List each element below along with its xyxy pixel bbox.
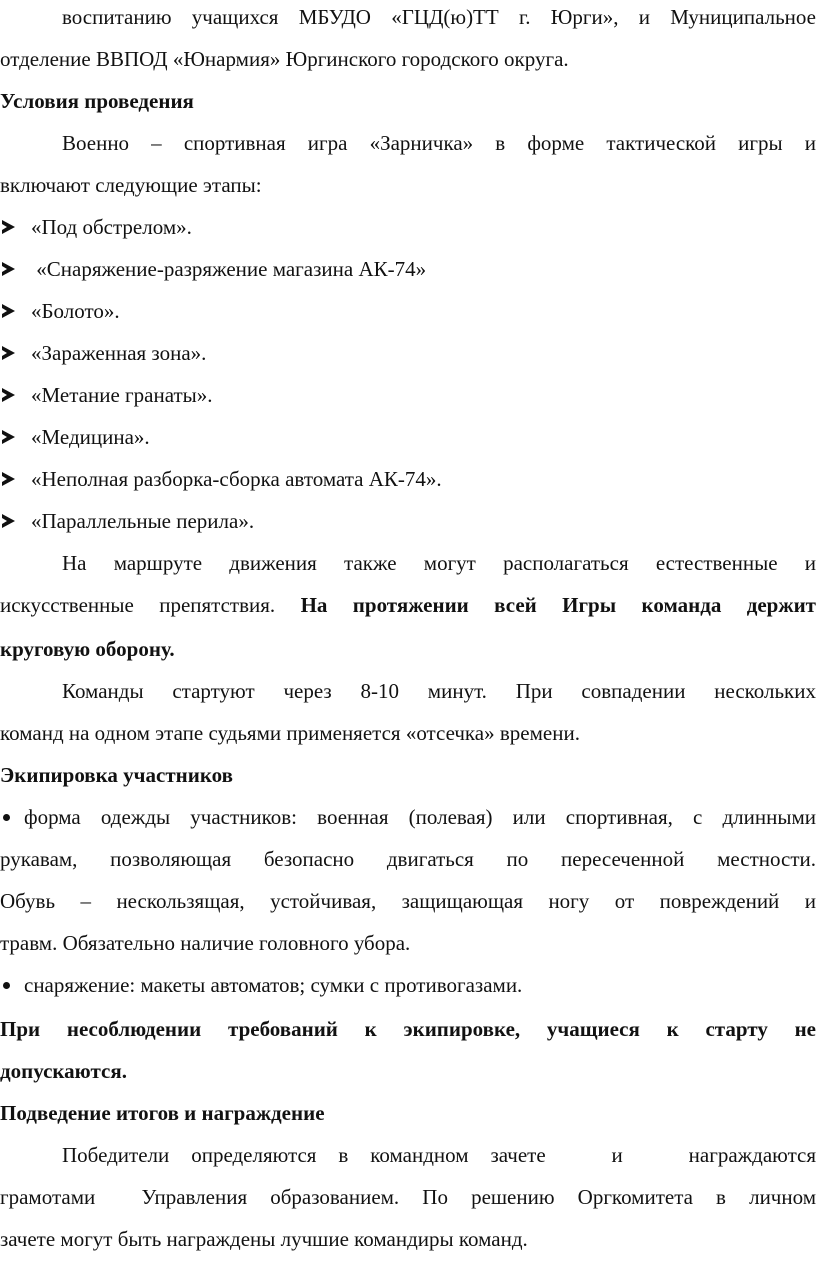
stage-item [0,422,760,452]
stage-label: «Неполная разборка-сборка автомата АК-74». [31,467,442,491]
section-heading-equipment: Экипировка участников [0,763,233,787]
route-line-2 [0,590,816,620]
stage-label: «Под обстрелом». [31,215,192,239]
dot-bullet-icon [3,982,10,989]
stage-item [0,464,760,494]
arrow-bullet-icon [2,262,15,276]
results-line-2: грамотами Управления образованием. По решению Оргкомитета в личном [0,1185,816,1209]
section-heading-conditions: Условия проведения [0,89,194,113]
arrow-bullet-icon [2,388,15,402]
conditions-intro-line-1: Военно – спортивная игра «Зарничка» в форме тактической игры и [62,131,816,155]
section-heading-results: Подведение итогов и награждение [0,1101,325,1125]
stage-label: «Метание гранаты». [31,383,213,407]
results-line-3: зачете могут быть награждены лучшие командиры команд. [0,1227,528,1251]
arrow-bullet-icon [2,304,15,318]
route-line-3: круговую оборону. [0,637,175,661]
intro-line-2: отделение ВВПОД «Юнармия» Юргинского городского округа. [0,47,569,71]
stage-label: «Снаряжение-разряжение магазина АК-74» [31,257,427,281]
arrow-bullet-icon [2,514,15,528]
stage-item [0,296,760,326]
arrow-bullet-icon [2,430,15,444]
equipment-item [0,970,816,1000]
route-line-1: На маршруте движения также могут располагаться естественные и [62,551,816,575]
stage-item [0,506,760,536]
stage-item [0,254,760,284]
stage-label: «Зараженная зона». [31,341,207,365]
equipment-item-2: снаряжение: макеты автоматов; сумки с противогазами. [24,973,523,997]
conditions-intro-line-2: включают следующие этапы: [0,173,262,197]
stage-item [0,338,760,368]
intro-line-1: воспитанию учащихся МБУДО «ГЦД(ю)ТТ г. Юрги», и Муниципальное [62,5,816,29]
equipment-item [0,802,816,832]
equipment-item-1-line-2: рукавам, позволяющая безопасно двигаться по пересеченной местности. [0,847,816,871]
arrow-bullet-icon [2,220,15,234]
stage-label: «Болото». [31,299,120,323]
dot-bullet-icon [3,814,10,821]
route-text-bold: На протяжении всей Игры команда держит [300,593,816,617]
arrow-bullet-icon [2,472,15,486]
stage-label: «Параллельные перила». [31,509,255,533]
start-line-1: Команды стартуют через 8-10 минут. При совпадении нескольких [62,679,816,703]
results-line-1: Победители определяются в командном зачете и награждаются [62,1143,816,1167]
equipment-warning-line-1: При несоблюдении требований к экипировке, учащиеся к старту не [0,1017,816,1041]
stage-item [0,212,760,242]
stage-label: «Медицина». [31,425,150,449]
equipment-item-1-line-1: форма одежды участников: военная (полевая) или спортивная, с длинными [24,805,816,829]
start-line-2: команд на одном этапе судьями применяется «отсечка» времени. [0,721,580,745]
stage-item [0,380,760,410]
equipment-warning-line-2: допускаются. [0,1059,127,1083]
equipment-item-1-line-4: травм. Обязательно наличие головного убора. [0,931,411,955]
equipment-item-1-line-3: Обувь – нескользящая, устойчивая, защищающая ногу от повреждений и [0,889,816,913]
arrow-bullet-icon [2,346,15,360]
route-text-normal: искусственные препятствия. [0,593,301,617]
